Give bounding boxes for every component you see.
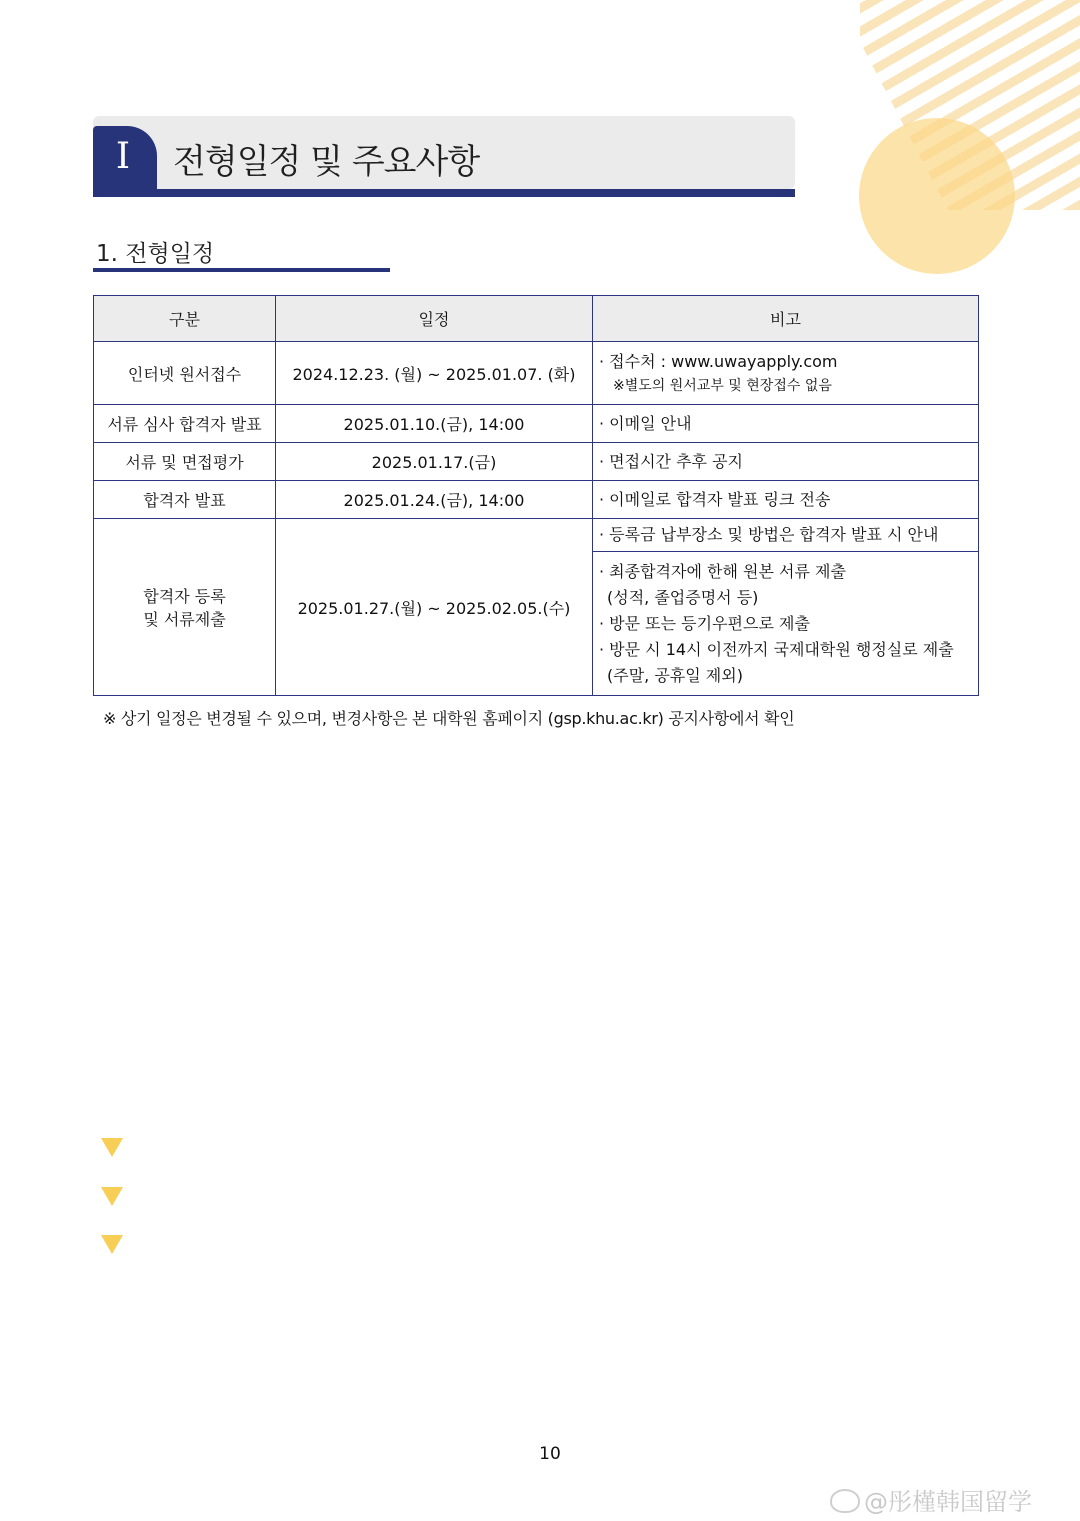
remark-line: · 이메일로 합격자 발표 링크 전송: [599, 489, 831, 509]
row-remarks: [593, 342, 979, 405]
table-row: [94, 519, 979, 552]
watermark-text: @彤槿韩国留学: [864, 1488, 1032, 1516]
section-title: 1. 전형일정: [96, 241, 215, 267]
weibo-logo-icon: [830, 1489, 860, 1513]
row-remarks: [593, 481, 979, 519]
row-remarks: [593, 443, 979, 481]
row-category: 합격자 발표: [94, 481, 276, 519]
schedule-footnote: ※ 상기 일정은 변경될 수 있으며, 변경사항은 본 대학원 홈페이지 (gsp.khu.ac.kr) 공지사항에서 확인: [103, 709, 795, 728]
row-category: 인터넷 원서접수: [94, 342, 276, 405]
schedule-table: [93, 295, 979, 696]
table-row: [94, 443, 979, 481]
header-category: 구분: [94, 296, 276, 342]
remark-line: · 면접시간 추후 공지: [599, 451, 743, 471]
header-schedule: 일정: [276, 296, 593, 342]
table-header-row: [94, 296, 979, 342]
chapter-title: 전형일정 및 주요사항: [173, 142, 480, 182]
table-row: [94, 481, 979, 519]
table-row: [94, 342, 979, 405]
row-remarks: [593, 519, 979, 552]
row-remarks: [593, 552, 979, 696]
header-remarks: 비고: [593, 296, 979, 342]
remark-subnote: ※별도의 원서교부 및 현장접수 없음: [613, 378, 832, 394]
row-category: [94, 519, 276, 696]
category-line: 합격자 등록: [143, 587, 226, 606]
chapter-number: I: [115, 136, 131, 177]
triangle-marker-icon: [101, 1138, 123, 1157]
row-category: 서류 및 면접평가: [94, 443, 276, 481]
table-row: [94, 405, 979, 443]
remark-line: · 접수처 : www.uwayapply.com: [599, 352, 838, 371]
row-date: 2025.01.24.(금), 14:00: [276, 481, 593, 519]
remark-line: (성적, 졸업증명서 등): [607, 587, 759, 607]
row-remarks: [593, 405, 979, 443]
row-date: 2025.01.10.(금), 14:00: [276, 405, 593, 443]
category-line: 및 서류제출: [143, 610, 226, 629]
watermark: [830, 1482, 1032, 1517]
row-category: 서류 심사 합격자 발표: [94, 405, 276, 443]
chapter-header: [93, 116, 795, 198]
section-underline: [93, 268, 390, 272]
triangle-marker-icon: [101, 1187, 123, 1206]
chapter-header-underline: [93, 189, 795, 197]
decorative-circle: [859, 118, 1015, 274]
triangle-marker-icon: [101, 1235, 123, 1254]
row-date: 2025.01.17.(금): [276, 443, 593, 481]
row-date: 2025.01.27.(월) ~ 2025.02.05.(수): [276, 519, 593, 696]
remark-line: · 이메일 안내: [599, 413, 692, 433]
row-date: 2024.12.23. (월) ~ 2025.01.07. (화): [276, 342, 593, 405]
remark-line: · 등록금 납부장소 및 방법은 합격자 발표 시 안내: [599, 525, 939, 544]
remark-line: (주말, 공휴일 제외): [607, 665, 743, 685]
remark-line: · 방문 시 14시 이전까지 국제대학원 행정실로 제출: [599, 639, 954, 659]
page-number: 10: [539, 1444, 561, 1464]
remark-line: · 최종합격자에 한해 원본 서류 제출: [599, 561, 846, 581]
remark-line: · 방문 또는 등기우편으로 제출: [599, 613, 810, 633]
